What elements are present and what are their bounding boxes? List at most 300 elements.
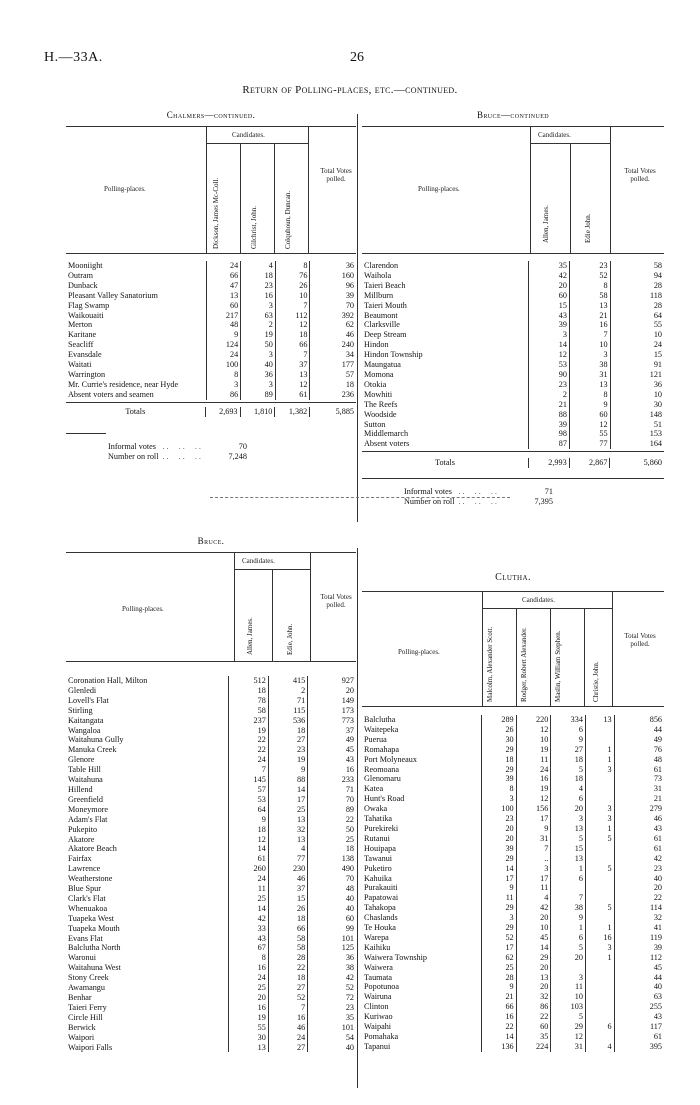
vote-cell: 415 [268,676,307,686]
vote-cell: 88 [268,775,307,785]
polling-place-name: Taumata [364,972,393,982]
total-votes-cell: 25 [308,835,356,845]
polling-place-name: Woodside [364,409,397,419]
polling-place-name: Mr. Currie's residence, near Hyde [68,379,179,389]
total-cell: 5,860 [610,458,664,468]
total-votes-cell: 28 [610,281,664,291]
polling-place-name: Deep Stream [364,330,407,340]
vote-cell [585,913,614,923]
vote-cell: 13 [569,380,610,390]
results-table [362,261,664,449]
totals-table [66,407,356,417]
polling-place-name: Awamangu [68,983,105,993]
total-votes-cell: 46 [614,814,664,824]
total-votes-cell: 63 [614,992,664,1002]
vote-cell: 53 [229,795,268,805]
polling-place-name: Wangaloa [68,725,101,735]
totals-label: Totals [125,406,146,416]
vote-cell: 19 [516,784,551,794]
total-votes-cell: 392 [310,311,356,321]
table-row [362,380,664,390]
total-votes-cell: 18 [308,844,356,854]
polling-place-name: Flag Swamp [68,300,110,310]
total-votes-cell: 60 [308,914,356,924]
vote-cell: 46 [268,1023,307,1033]
total-votes-cell: 121 [610,370,664,380]
vote-cell: 31 [551,1042,586,1052]
polling-place-name: Maungatua [364,360,401,370]
vote-cell: 16 [229,1003,268,1013]
table-row [66,924,356,934]
polling-place-name: Stony Creek [68,973,109,983]
vote-cell: 145 [229,775,268,785]
total-votes-cell: 71 [308,785,356,795]
total-votes-cell: 70 [308,874,356,884]
total-votes-cell: 55 [610,320,664,330]
vote-cell: 77 [569,439,610,449]
vote-cell: 8 [275,261,310,271]
total-votes-cell: 927 [308,676,356,686]
table-row [66,953,356,963]
vote-cell: 136 [481,1042,516,1052]
vote-cell: 10 [551,992,586,1002]
section-title: Bruce—continued [477,110,549,120]
total-votes-cell: 41 [614,923,664,933]
candidates-header: Candidates. [232,131,265,139]
vote-cell: 46 [268,874,307,884]
table-row [362,963,664,973]
vote-cell: 10 [516,735,551,745]
table-row [362,390,664,400]
vote-cell: 58 [229,706,268,716]
vote-cell: 12 [529,350,570,360]
polling-place-name: Waihola [364,270,392,280]
table-row [362,973,664,983]
vote-cell: 3 [516,864,551,874]
vote-cell: 2 [268,686,307,696]
table-row [66,844,356,854]
vote-cell: 61 [275,390,310,400]
vote-cell: 66 [268,924,307,934]
vote-cell: 14 [481,1032,516,1042]
vote-cell: 7 [268,1003,307,1013]
vote-cell: 112 [275,311,310,321]
polling-place-name: Akatore [68,834,95,844]
polling-place-name: Waitahuna Gully [68,735,124,745]
vote-cell: 27 [268,735,307,745]
vote-cell: 9 [569,400,610,410]
vote-cell: 7 [516,844,551,854]
table-row [362,370,664,380]
page-number: 26 [350,50,364,65]
total-votes-cell: 38 [308,963,356,973]
total-votes-cell: 36 [310,261,356,271]
vote-cell: 5 [551,943,586,953]
vote-cell [551,963,586,973]
total-votes-cell: 35 [308,1013,356,1023]
total-votes-header: Total Votes polled. [624,632,656,648]
vote-cell [585,735,614,745]
vote-cell: 18 [551,774,586,784]
vote-cell: 3 [241,380,276,390]
table-row [362,844,664,854]
total-cell: 2,693 [205,407,240,417]
table-row [362,311,664,321]
table-row [362,834,664,844]
total-votes-cell: 114 [614,903,664,913]
vote-cell: 18 [229,825,268,835]
table-row [66,390,356,400]
table-row [362,982,664,992]
total-votes-cell: 64 [610,311,664,321]
vote-cell: 512 [229,676,268,686]
informal-value: 71 [544,487,553,497]
table-row [362,261,664,271]
table-row [66,330,356,340]
vote-cell: 20 [529,281,570,291]
results-table [66,676,356,1052]
vote-cell [585,893,614,903]
vote-cell: 13 [268,815,307,825]
total-votes-cell: 20 [614,883,664,893]
table-row [66,380,356,390]
polling-place-name: Tuapeka Mouth [68,923,120,933]
total-votes-cell: 42 [308,973,356,983]
total-votes-cell: 117 [614,1022,664,1032]
table-row [66,765,356,775]
vote-cell: 19 [241,330,276,340]
total-votes-cell: 61 [614,844,664,854]
vote-cell: 13 [275,370,310,380]
total-cell: 1,382 [275,407,310,417]
vote-cell: 8 [229,953,268,963]
polling-place-name: Circle Hill [68,1012,103,1022]
polling-place-name: Tahakopa [364,903,396,913]
polling-place-name: Purekireki [364,823,399,833]
polling-place-name: Balclutha [364,715,396,724]
table-row [362,804,664,814]
column-divider-bottom [357,548,358,1088]
vote-cell: 12 [551,1032,586,1042]
table-row [66,973,356,983]
polling-place-name: Waitahuna [68,775,103,785]
vote-cell: 156 [516,804,551,814]
vote-cell: 17 [481,943,516,953]
table-row [362,420,664,430]
polling-place-name: Hillend [68,784,93,794]
polling-place-name: Berwick [68,1022,96,1032]
vote-cell: 87 [529,439,570,449]
vote-cell: 57 [229,785,268,795]
vote-cell: 55 [229,1023,268,1033]
polling-place-name: Whenuakoa [68,903,108,913]
table-row [362,765,664,775]
vote-cell: 27 [268,1043,307,1053]
vote-cell: 20 [516,982,551,992]
polling-place-name: Waronui [68,953,96,963]
vote-cell: 24 [229,755,268,765]
vote-cell: 28 [268,953,307,963]
vote-cell: 36 [241,370,276,380]
document-code: H.—33A. [44,50,103,65]
table-row [362,291,664,301]
table-row [66,1023,356,1033]
vote-cell [551,883,586,893]
total-votes-cell: 30 [610,400,664,410]
vote-cell: 18 [229,686,268,696]
vote-cell: 43 [229,934,268,944]
vote-cell: 4 [585,1042,614,1052]
vote-cell: 16 [268,1013,307,1023]
vote-cell: 22 [516,1012,551,1022]
total-votes-cell: 149 [308,696,356,706]
vote-cell: 237 [229,716,268,726]
table-row [66,934,356,944]
vote-cell: 39 [529,420,570,430]
vote-cell: 10 [516,923,551,933]
candidates-header: Candidates. [242,557,275,565]
vote-cell: 5 [585,864,614,874]
total-votes-cell: 42 [614,854,664,864]
table-row [362,281,664,291]
vote-cell: 52 [268,993,307,1003]
vote-cell: 29 [481,854,516,864]
table-row [66,271,356,281]
table-row [362,893,664,903]
polling-place-name: Katea [364,784,384,794]
table-row [362,429,664,439]
table-row [362,715,664,725]
vote-cell: 28 [481,973,516,983]
vote-cell: 12 [569,420,610,430]
vote-cell: 67 [229,943,268,953]
table-row [66,340,356,350]
table-row [362,400,664,410]
vote-cell: 3 [585,814,614,824]
vote-cell: 13 [268,835,307,845]
vote-cell: 25 [229,983,268,993]
vote-cell: 31 [516,834,551,844]
vote-cell: 15 [529,301,570,311]
polling-place-name: Moneymore [68,804,109,814]
total-votes-cell: 164 [610,439,664,449]
total-votes-cell: 255 [614,1002,664,1012]
vote-cell: 1 [585,745,614,755]
polling-place-name: Glenledi [68,685,97,695]
vote-cell: 23 [268,745,307,755]
vote-cell: 13 [516,973,551,983]
total-votes-cell: 28 [610,301,664,311]
polling-place-name: Absent voters and seamen [68,389,154,399]
vote-cell: 9 [206,330,241,340]
total-votes-cell: 112 [614,953,664,963]
vote-cell: 47 [206,281,241,291]
polling-place-name: Kaitangata [68,715,104,725]
table-row [66,301,356,311]
total-votes-cell: 279 [614,804,664,814]
vote-cell: 16 [229,963,268,973]
table-row [66,1033,356,1043]
table-header [362,591,664,707]
table-row [66,706,356,716]
vote-cell: 39 [481,774,516,784]
vote-cell: 13 [229,1043,268,1053]
vote-cell: 3 [206,380,241,390]
vote-cell: 3 [551,973,586,983]
vote-cell: 6 [585,1022,614,1032]
table-row [66,983,356,993]
section-title: Chalmers—continued. [166,110,256,120]
total-votes-cell: 49 [614,735,664,745]
vote-cell: 42 [229,914,268,924]
vote-cell: 24 [516,765,551,775]
vote-cell: 20 [551,804,586,814]
polling-place-name: Puketiro [364,863,392,873]
polling-place-name: Blue Spur [68,884,101,894]
vote-cell: 40 [241,360,276,370]
vote-cell: 89 [241,390,276,400]
vote-cell: 76 [275,271,310,281]
total-votes-cell: 240 [310,340,356,350]
vote-cell: 48 [206,320,241,330]
table-row [362,320,664,330]
vote-cell: 43 [529,311,570,321]
vote-cell [585,1002,614,1012]
table-header [66,552,356,662]
vote-cell: 27 [551,745,586,755]
vote-cell: 9 [516,824,551,834]
vote-cell: 12 [275,380,310,390]
total-votes-cell: 10 [610,390,664,400]
total-votes-cell: 40 [308,904,356,914]
polling-place-name: Tahatika [364,814,393,824]
table-row [66,311,356,321]
table-row [362,883,664,893]
vote-cell: 14 [481,864,516,874]
vote-cell: 13 [585,715,614,725]
table-row [66,1043,356,1053]
total-votes-cell: 49 [308,735,356,745]
vote-cell: 42 [529,271,570,281]
table-row [362,953,664,963]
vote-cell: 33 [229,924,268,934]
polling-place-name: Pomahaka [364,1032,399,1041]
vote-cell [585,982,614,992]
vote-cell [585,973,614,983]
table-row [66,785,356,795]
total-votes-cell: 61 [614,1032,664,1042]
vote-cell: 3 [569,350,610,360]
polling-place-name: Te Houka [364,923,396,933]
vote-cell: 58 [268,943,307,953]
total-votes-cell: 23 [308,1003,356,1013]
vote-cell: 2 [241,320,276,330]
vote-cell: 60 [569,410,610,420]
table-row [362,923,664,933]
total-votes-cell: 101 [308,1023,356,1033]
candidates-header: Candidates. [538,131,571,139]
polling-place-name: Waiwera Township [364,952,427,962]
vote-cell: 38 [569,360,610,370]
total-cell: 2,993 [528,458,569,468]
vote-cell: 8 [206,370,241,380]
totals-table [362,458,664,468]
vote-cell: 5 [585,903,614,913]
total-votes-cell: 76 [614,745,664,755]
vote-cell: 13 [206,291,241,301]
polling-place-name: Waipori Falls [68,1042,113,1052]
vote-cell: 16 [516,774,551,784]
total-votes-cell: 40 [614,874,664,884]
vote-cell: 26 [481,725,516,735]
total-votes-cell: 148 [610,410,664,420]
vote-cell: 62 [481,953,516,963]
roll-label: Number on roll [404,497,455,507]
vote-cell: 3 [481,794,516,804]
polling-place-name: Port Molyneaux [364,754,417,764]
results-table [66,261,356,400]
vote-cell: 25 [481,963,516,973]
polling-place-name: Houipapa [364,843,396,853]
polling-place-name: Fairfax [68,854,92,864]
vote-cell: 4 [516,893,551,903]
vote-cell: 1 [585,953,614,963]
vote-cell: 9 [481,982,516,992]
vote-cell: 25 [229,894,268,904]
total-votes-header: Total Votes polled. [624,167,656,183]
informal-label: Informal votes [404,487,452,497]
vote-cell: 24 [206,350,241,360]
total-votes-cell: 37 [308,726,356,736]
polling-place-name: Rutanui [364,833,390,843]
polling-place-name: Tawanui [364,853,393,863]
table-row [66,745,356,755]
vote-cell: 4 [551,784,586,794]
total-votes-cell: 58 [610,261,664,271]
vote-cell: 4 [241,261,276,271]
vote-cell: 23 [569,261,610,271]
chalmers-section [66,110,356,461]
vote-cell: 19 [229,1013,268,1023]
vote-cell: 289 [481,715,516,725]
vote-cell: 5 [551,765,586,775]
table-row [66,805,356,815]
table-row [66,904,356,914]
total-votes-cell: 153 [610,429,664,439]
total-votes-cell: 43 [614,824,664,834]
vote-cell: 27 [268,983,307,993]
vote-cell: 60 [516,1022,551,1032]
vote-cell: 9 [551,913,586,923]
table-row [66,874,356,884]
total-votes-cell: 32 [614,913,664,923]
vote-cell: 24 [229,874,268,884]
candidate-header: Allen, James. [246,617,254,655]
vote-cell: 7 [229,765,268,775]
polling-place-name: The Reefs [364,399,398,409]
vote-cell: 77 [268,854,307,864]
bruce-continued-section [362,110,664,507]
table-row [66,686,356,696]
table-row [362,330,664,340]
vote-cell: 14 [516,943,551,953]
polling-place-name: Waipori [68,1032,95,1042]
polling-places-header: Polling-places. [122,605,164,613]
total-votes-cell: 160 [310,271,356,281]
polling-place-name: Taieri Beach [364,280,406,290]
table-row [362,1042,664,1052]
vote-cell: 536 [268,716,307,726]
